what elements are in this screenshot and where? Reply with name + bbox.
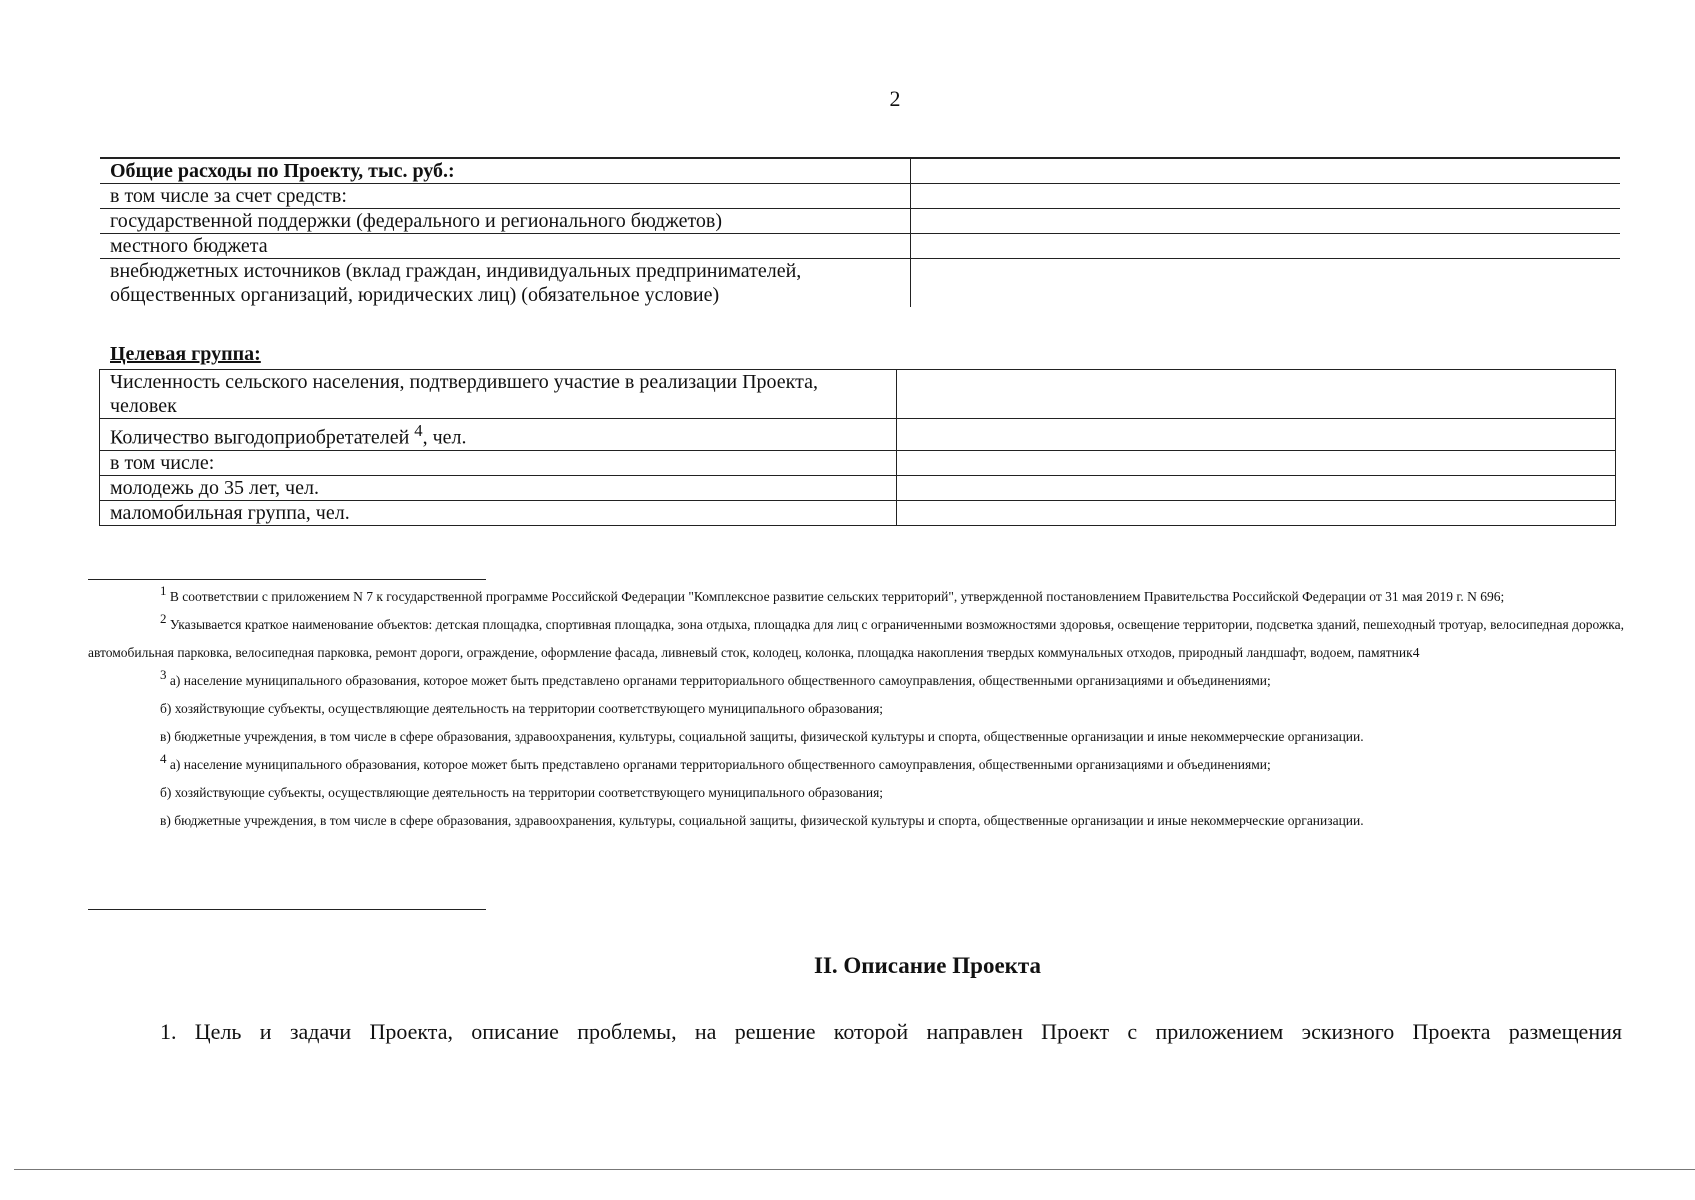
footnote-text: В соответствии с приложением N 7 к государственной программе Российской Федерации "Комплексное развитие сельских территорий", утвержденной постановлением Правительства Российской Федерации от 31 мая 2019 г. N 696; xyxy=(166,589,1505,604)
footnote-separator xyxy=(88,579,486,580)
beneficiaries-value xyxy=(897,419,1616,451)
table-row xyxy=(100,500,1616,525)
low-mobility-label: маломобильная группа, чел. xyxy=(100,500,897,525)
beneficiaries-label xyxy=(100,419,897,451)
footnote-3b: б) хозяйствующие субъекты, осуществляющие деятельность на территории соответствующего муниципального образования; xyxy=(160,701,884,716)
footnote-text: Указывается краткое наименование объектов: детская площадка, спортивная площадка, зона отдыха, площадка для лиц с ограниченными возможностями здоровья, освещение территории, подсветка зданий, пешеходный тротуар, велосипедная дорожка, автомобильная парковка, велосипедная парковка, ремонт дороги, ограждение, оформление фасада, ливневый сток, колодец, колонка, площадка накопления твердых коммунальных отходов, природный ландшафт, водоем, памятник4 xyxy=(88,617,1624,660)
footnote-4b: б) хозяйствующие субъекты, осуществляющие деятельность на территории соответствующего муниципального образования; xyxy=(160,785,884,800)
table-row xyxy=(100,475,1616,500)
table-row xyxy=(100,370,1616,419)
table-row xyxy=(100,419,1616,451)
table-row xyxy=(100,450,1616,475)
expenses-table xyxy=(100,157,1620,307)
including-label: в том числе: xyxy=(100,450,897,475)
expenses-total-value xyxy=(910,158,1620,184)
rural-population-value xyxy=(897,370,1616,419)
table-row xyxy=(100,158,1620,184)
expenses-including-label: в том числе за счет средств: xyxy=(100,184,910,209)
footnote-mark: 2 xyxy=(160,611,167,626)
footnote-1 xyxy=(88,583,1624,611)
page-bottom-divider xyxy=(14,1169,1695,1170)
footnote-4a xyxy=(88,751,1624,779)
low-mobility-value xyxy=(897,500,1616,525)
youth-label: молодежь до 35 лет, чел. xyxy=(100,475,897,500)
including-value xyxy=(897,450,1616,475)
section-paragraph: 1. Цель и задачи Проекта, описание проблемы, на решение которой направлен Проект с приложением эскизного Проекта размещения xyxy=(160,1019,1622,1044)
expenses-local-budget-value xyxy=(910,234,1620,259)
rural-population-label: Численность сельского населения, подтвердившего участие в реализации Проекта, человек xyxy=(100,370,897,419)
expenses-extrabudgetary-value xyxy=(910,259,1620,308)
table-row xyxy=(100,234,1620,259)
expenses-total-label: Общие расходы по Проекту, тыс. руб.: xyxy=(100,158,910,184)
footnote-end-separator xyxy=(88,909,486,910)
beneficiaries-label-unit: , чел. xyxy=(422,426,467,449)
footnote-ref-4: 4 xyxy=(414,421,423,440)
footnote-4c: в) бюджетные учреждения, в том числе в сфере образования, здравоохранения, культуры, социальной защиты, физической культуры и спорта, общественные организации и иные некоммерческие организации. xyxy=(160,813,1364,828)
table-row xyxy=(100,209,1620,234)
expenses-state-support-value xyxy=(910,209,1620,234)
footnote-mark: 3 xyxy=(160,667,167,682)
section-title: II. Описание Проекта xyxy=(814,953,1041,978)
beneficiaries-label-text: Количество выгодоприобретателей xyxy=(110,426,415,449)
youth-value xyxy=(897,475,1616,500)
footnote-2 xyxy=(88,611,1624,667)
table-row xyxy=(100,184,1620,209)
footnote-3a xyxy=(88,667,1624,695)
footnote-mark: 4 xyxy=(160,751,167,766)
target-group-title: Целевая группа: xyxy=(110,343,261,365)
page-number: 2 xyxy=(889,86,901,111)
expenses-state-support-label: государственной поддержки (федерального и регионального бюджетов) xyxy=(100,209,910,234)
footnote-mark: 1 xyxy=(160,583,167,598)
footnote-3c: в) бюджетные учреждения, в том числе в сфере образования, здравоохранения, культуры, социальной защиты, физической культуры и спорта, общественные организации и иные некоммерческие организации. xyxy=(160,729,1364,744)
footnote-text: а) население муниципального образования, которое может быть представлено органами территориального общественного самоуправления, общественными организациями и объединениями; xyxy=(166,673,1271,688)
table-row xyxy=(100,259,1620,308)
target-group-table xyxy=(99,369,1616,526)
expenses-including-value xyxy=(910,184,1620,209)
footnote-text: а) население муниципального образования, которое может быть представлено органами территориального общественного самоуправления, общественными организациями и объединениями; xyxy=(166,757,1271,772)
expenses-extrabudgetary-label: внебюджетных источников (вклад граждан, индивидуальных предпринимателей, общественных организаций, юридических лиц) (обязательное условие) xyxy=(110,260,802,306)
expenses-local-budget-label: местного бюджета xyxy=(100,234,910,259)
footnotes xyxy=(88,583,1624,835)
